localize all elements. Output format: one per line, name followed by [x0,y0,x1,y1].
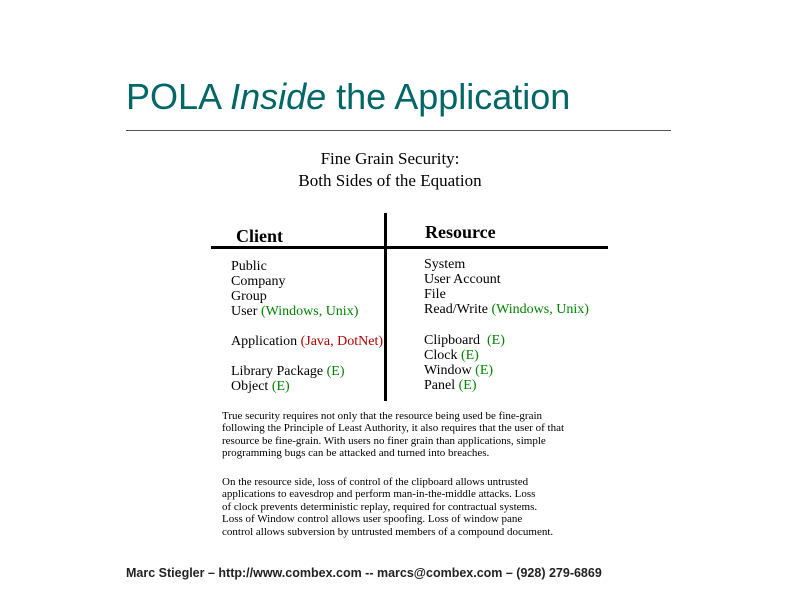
slide-title-part2: the Application [326,76,571,117]
client-column-header: Client [236,226,283,246]
resource-item-clipboard-label: Clipboard [424,333,480,348]
resource-list [424,257,589,393]
resource-item-panel-note: (E) [458,378,477,393]
resource-item-clock-label: Clock [424,348,458,363]
client-item-group: Group [231,289,267,304]
client-item-object [231,379,383,394]
paragraph-2-line: control allows subversion by untrusted members of a compound document. [222,525,554,538]
client-list [231,259,383,394]
resource-item-read-write-label: Read/Write [424,302,488,317]
paragraph-1-line: programming bugs can be attacked and turned into breaches. [222,447,490,460]
footer-contact: Marc Stiegler – http://www.combex.com -- marcs@combex.com – (928) 279-6869 [126,566,602,580]
resource-item-panel-label: Panel [424,378,456,393]
resource-item-file: File [424,287,446,302]
resource-item-window-label: Window [424,363,472,378]
paragraph-2-line: applications to eavesdrop and perform man-in-the-middle attacks. Loss [222,488,536,501]
list-spacer [424,317,589,333]
resource-item-clipboard-note: (E) [487,333,505,348]
client-item-public: Public [231,259,267,274]
figure-title-line1: Fine Grain Security: [320,149,460,168]
client-item-user [231,304,383,319]
client-item-user-label: User [231,304,258,319]
client-item-library-package-note: (E) [326,364,345,379]
client-item-object-label: Object [231,379,269,394]
paragraph-1-line: following the Principle of Least Authority, it also requires that the user of that [222,422,565,435]
resource-item-user-account: User Account [424,272,501,287]
paragraph-1-line: True security requires not only that the resource being used be fine-grain [222,410,543,422]
resource-item-read-write [424,302,589,317]
client-item-library-package-label: Library Package [231,364,324,379]
resource-column-header: Resource [425,222,496,242]
paragraph-1-line: resource be fine-grain. With users no finer grain than applications, simple [222,434,546,447]
client-item-company: Company [231,274,286,289]
resource-item-panel [424,378,589,393]
resource-item-clock [424,348,589,363]
client-item-library-package [231,364,383,379]
resource-item-window [424,363,589,378]
slide-title-part1: POLA [126,76,231,117]
resource-item-clock-note: (E) [460,348,479,363]
figure-paragraph-1 [222,410,602,460]
figure-paragraph-2 [222,476,602,538]
resource-item-window-note: (E) [475,363,494,378]
list-spacer [231,319,383,334]
paragraph-2-line: of clock prevents deterministic replay, required for contractual systems. [222,500,538,513]
client-item-application-note: (Java, DotNet) [300,334,384,349]
title-divider [126,130,671,131]
paragraph-2-line: Loss of Window control allows user spoofing. Loss of window pane [222,513,523,526]
table-vertical-rule [384,213,387,401]
figure-title-line2: Both Sides of the Equation [298,171,482,190]
resource-item-clipboard [424,333,589,348]
client-item-user-note: (Windows, Unix) [260,304,359,319]
resource-item-system: System [424,257,466,272]
list-spacer [231,349,383,364]
figure-title [200,148,580,192]
slide-title [126,76,570,118]
client-item-object-note: (E) [271,379,290,394]
client-item-application-label: Application [231,334,298,349]
resource-item-read-write-note: (Windows, Unix) [491,302,589,317]
table-horizontal-rule [211,246,608,249]
slide-title-italic: Inside [230,76,327,117]
client-item-application [231,334,383,349]
paragraph-2-line: On the resource side, loss of control of the clipboard allows untrusted [222,476,529,488]
